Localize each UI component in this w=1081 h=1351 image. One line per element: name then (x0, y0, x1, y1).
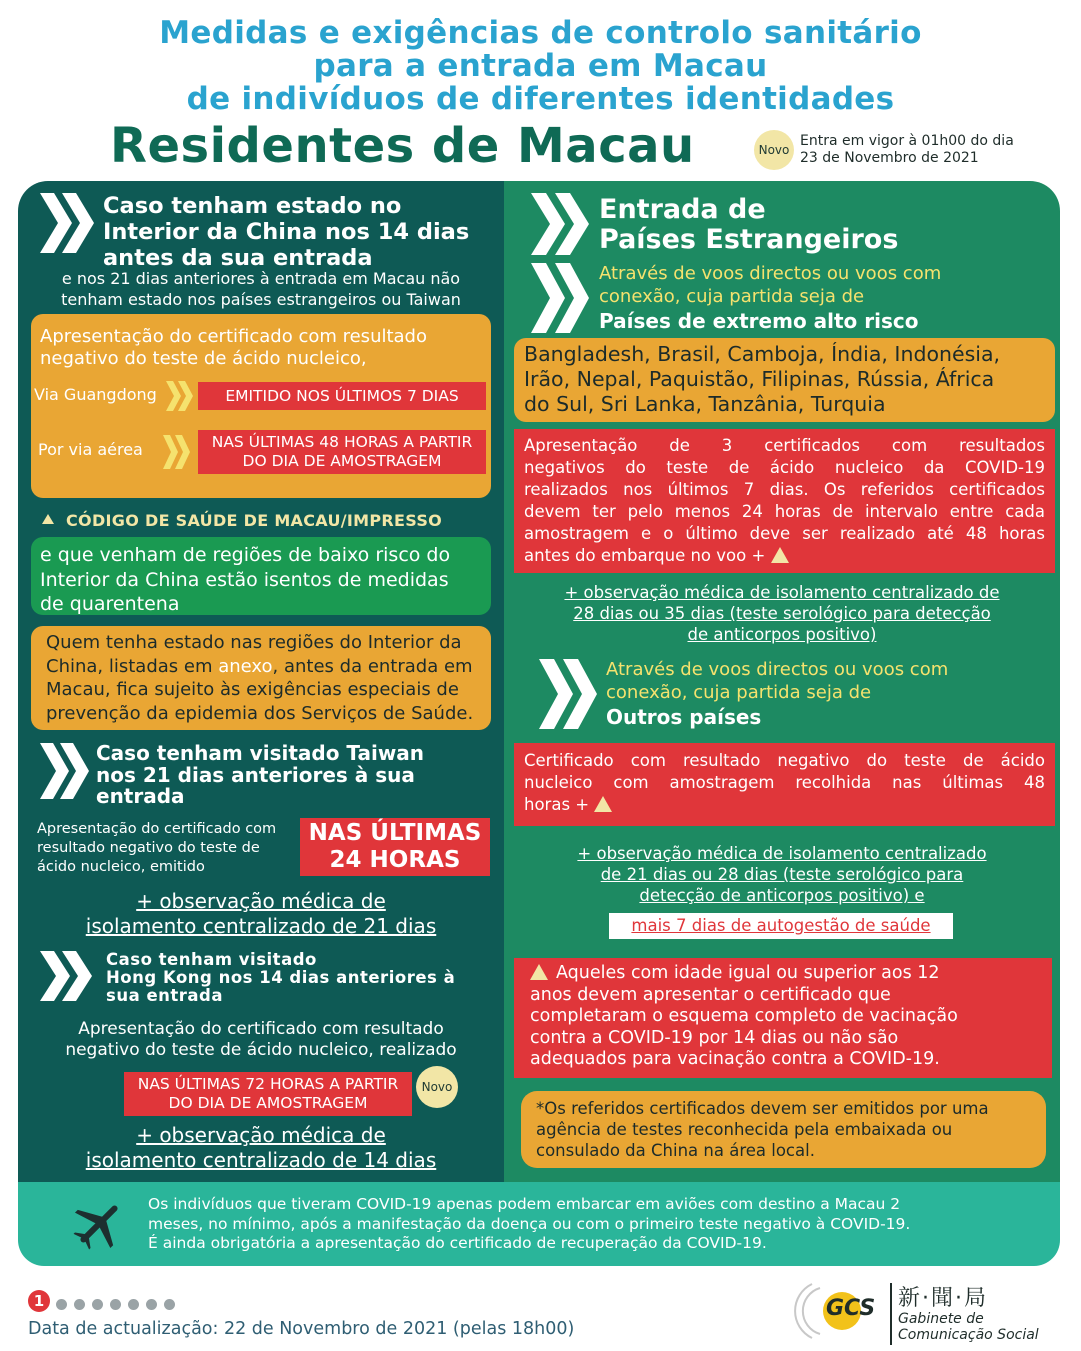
foreign-heading-line-2: Países Estrangeiros (599, 224, 899, 255)
others-obs-line-3: detecção de anticorpos positivo) e (639, 886, 925, 905)
hk-obs-line-1: + observação médica de (136, 1123, 386, 1147)
aerea-tag (198, 430, 486, 474)
hk-obs-line-2: isolamento centralizado de 14 dias (85, 1148, 437, 1172)
chevron-right-icon (166, 381, 196, 411)
extreme-cert-line-6: antes do embarque no voo + (524, 546, 766, 565)
chevron-right-icon (40, 193, 96, 253)
warning-triangle-icon (594, 796, 612, 812)
self-management-label: mais 7 dias de autogestão de saúde (609, 913, 953, 939)
others-intro (606, 658, 948, 704)
special-line-2b: , antes da entrada em (272, 655, 473, 677)
extreme-observation (504, 582, 1060, 645)
guangdong-tag: EMITIDO NOS ÚLTIMOS 7 DIAS (198, 382, 486, 410)
bottom-line-3: É ainda obrigatória a apresentação do certificado de recuperação da COVID-19. (148, 1234, 767, 1252)
aerea-tag-line-2: DO DIA DE AMOSTRAGEM (242, 452, 442, 470)
taiwan-cert-line-2: resultado negativo do teste de (37, 840, 260, 856)
bottom-line-1: Os indivíduos que tiveram COVID-19 apenas podem embarcar em aviões com destino a Macau 2 (148, 1195, 901, 1213)
chevron-right-icon (531, 263, 591, 333)
hongkong-heading (106, 951, 455, 1005)
special-line-1: Quem tenha estado nas regiões do Interior da (46, 632, 462, 653)
chevron-right-icon (539, 659, 599, 729)
page-dot[interactable] (110, 1299, 121, 1310)
foreign-heading (599, 195, 898, 255)
extreme-cert-last (524, 545, 789, 567)
china-subtitle (18, 268, 504, 310)
others-intro-line-2: conexão, cuja partida seja de (606, 682, 872, 703)
aerea-tag-line-1: NAS ÚLTIMAS 48 HORAS A PARTIR (211, 433, 473, 451)
special-line-4: prevenção da epidemia dos Serviços de Saúde. (46, 702, 474, 724)
foreign-heading-line-1: Entrada de (599, 194, 766, 225)
chevron-right-icon (531, 193, 591, 255)
taiwan-observation (18, 889, 504, 939)
bottom-notice (148, 1195, 910, 1254)
extreme-obs-line-1: + observação médica de isolamento centralizado de (564, 583, 1000, 602)
airplane-icon (70, 1195, 128, 1257)
page-dot[interactable] (56, 1299, 67, 1310)
extreme-title: Países de extremo alto risco (599, 309, 919, 333)
extreme-countries (524, 342, 1000, 417)
page-indicator-dots (56, 1295, 182, 1314)
hk-heading-line-1: Caso tenham visitado (106, 950, 317, 969)
logo-line-2: Comunicação Social (898, 1327, 1039, 1343)
china-cert-line-2: negativo do teste de ácido nucleico, (40, 348, 367, 369)
special-line-2a: China, listadas em (46, 655, 219, 677)
china-heading-line-3: antes da sua entrada (103, 245, 373, 271)
extreme-cert-line-1: Apresentação de 3 certificados com resultados (524, 436, 1045, 455)
taiwan-heading-line-1: Caso tenham visitado Taiwan (96, 741, 425, 765)
taiwan-obs-line-2: isolamento centralizado de 21 dias (85, 914, 437, 938)
exempt-line-2: Interior da China estão isentos de medidas (40, 568, 449, 591)
taiwan-heading (96, 743, 424, 808)
vaccine-text (530, 963, 958, 1071)
china-cert-line-1: Apresentação do certificado com resultado (40, 326, 427, 347)
hongkong-tag (124, 1072, 412, 1116)
extreme-intro-line-2: conexão, cuja partida seja de (599, 286, 865, 307)
warning-triangle-icon (42, 514, 54, 524)
update-date: Data de actualização: 22 de Novembro de 2021 (pelas 18h00) (28, 1319, 575, 1339)
title-line-1: Medidas e exigências de controlo sanitário (159, 15, 922, 51)
others-cert-line-2: nucleico com amostragem recolhida nas últimas 48 (524, 773, 1045, 792)
taiwan-heading-line-2: nos 21 dias anteriores à sua (96, 762, 415, 787)
countries-line-2: Irão, Nepal, Paquistão, Filipinas, Rússia, África (524, 367, 995, 391)
others-cert-text (524, 750, 1045, 794)
page-title: Residentes de Macau (110, 118, 695, 174)
hongkong-cert-text (18, 1019, 504, 1061)
vaccine-line-1 (530, 963, 958, 985)
hk-heading-line-2: Hong Kong nos 14 dias anteriores à (106, 968, 456, 987)
taiwan-cert-line-3: ácido nucleico, emitido (37, 859, 205, 875)
taiwan-tag (300, 818, 490, 876)
exempt-line-1: e que venham de regiões de baixo risco do (40, 544, 451, 566)
others-observation (504, 843, 1060, 906)
china-heading-line-2: Interior da China nos 14 dias (103, 219, 470, 245)
via-aerea-label: Por via aérea (38, 440, 143, 459)
china-cert-text (40, 326, 427, 370)
logo-chinese-name: 新·聞·局 (898, 1286, 988, 1311)
china-sub-line-1: e nos 21 dias anteriores à entrada em Macau não (61, 269, 461, 288)
page-dot[interactable] (128, 1299, 139, 1310)
logo-portuguese-name (898, 1311, 1039, 1343)
logo-line-1: Gabinete de (898, 1311, 984, 1327)
hk-cert-line-1: Apresentação do certificado com resultado (78, 1019, 444, 1039)
novo-badge: Novo (754, 130, 794, 170)
title-line-2: para a entrada em Macau (313, 48, 768, 84)
hongkong-observation (18, 1123, 504, 1173)
note-text (536, 1098, 989, 1161)
taiwan-cert-line-1: Apresentação do certificado com (37, 821, 277, 837)
vaccine-line-5: adequados para vacinação contra a COVID-19. (530, 1049, 940, 1069)
health-code-label: CÓDIGO DE SAÚDE DE MACAU/IMPRESSO (66, 511, 443, 530)
vaccine-line-3: completaram o esquema completo de vacinação (530, 1006, 958, 1026)
hk-cert-line-2: negativo do teste de ácido nucleico, realizado (65, 1040, 457, 1060)
extreme-obs-line-3: de anticorpos positivo) (687, 625, 877, 644)
hk-heading-line-3: sua entrada (106, 986, 223, 1005)
via-guangdong-label: Via Guangdong (34, 385, 157, 404)
effective-line-1: Entra em vigor à 01h00 do dia (800, 133, 1014, 149)
extreme-cert-line-2: negativos do teste de ácido nucleico da COVID-19 (524, 458, 1045, 477)
extreme-cert-line-5: amostragem e o último deve ser realizado até 48 horas (524, 524, 1045, 543)
taiwan-tag-line-1: NAS ÚLTIMAS (308, 820, 482, 846)
others-cert-line-3: horas + (524, 795, 590, 814)
note-line-3: consulado da China na área local. (536, 1141, 815, 1160)
others-cert-line-1: Certificado com resultado negativo do teste de ácido (524, 751, 1045, 770)
page-dot[interactable] (146, 1299, 157, 1310)
novo-badge: Novo (416, 1066, 458, 1108)
others-obs-line-1: + observação médica de isolamento centralizado (577, 844, 987, 863)
extreme-intro-line-1: Através de voos directos ou voos com (599, 263, 942, 284)
china-heading (103, 193, 469, 271)
others-title: Outros países (606, 705, 762, 729)
page-dot[interactable] (74, 1299, 85, 1310)
logo-divider (890, 1283, 892, 1345)
china-heading-line-1: Caso tenham estado no (103, 193, 402, 219)
countries-line-1: Bangladesh, Brasil, Camboja, Índia, Indonésia, (524, 342, 1001, 366)
warning-triangle-icon (530, 964, 548, 980)
effective-date (800, 133, 1014, 167)
gcs-logo-initials: GCS (826, 1296, 876, 1321)
extreme-obs-line-2: 28 dias ou 35 dias (teste serológico para detecção (573, 604, 991, 623)
special-line-2 (46, 655, 473, 679)
hk-tag-line-1: NAS ÚLTIMAS 72 HORAS A PARTIR (137, 1075, 399, 1093)
warning-triangle-icon (771, 547, 789, 563)
chevron-right-icon (40, 743, 90, 799)
taiwan-cert-text (37, 820, 276, 877)
china-exempt-text (40, 543, 450, 617)
vaccine-line-2: anos devem apresentar o certificado que (530, 984, 891, 1005)
taiwan-tag-line-2: 24 HORAS (329, 847, 461, 873)
bottom-line-2: meses, no mínimo, após a manifestação da doença ou com o primeiro teste negativo à COVID-19. (148, 1214, 911, 1233)
taiwan-obs-line-1: + observação médica de (136, 889, 386, 913)
annex-link[interactable]: anexo (218, 655, 273, 677)
effective-line-2: 23 de Novembro de 2021 (800, 150, 979, 166)
vaccine-line-1-text: Aqueles com idade igual ou superior aos 12 (556, 963, 940, 983)
extreme-cert-line-4: devem ter pelo menos 24 horas de intervalo entre cada (524, 502, 1045, 521)
exempt-line-3: de quarentena (40, 593, 180, 615)
extreme-cert-text (524, 435, 1045, 545)
others-intro-line-1: Através de voos directos ou voos com (606, 659, 949, 680)
chevron-right-icon (163, 435, 193, 469)
chevron-right-icon (40, 951, 94, 1001)
china-sub-line-2: tenham estado nos países estrangeiros ou Taiwan (61, 290, 461, 309)
taiwan-heading-line-3: entrada (96, 784, 185, 808)
page-indicator-current[interactable]: 1 (28, 1290, 50, 1312)
note-line-1: *Os referidos certificados devem ser emitidos por uma (536, 1099, 989, 1118)
china-special-text (46, 631, 473, 725)
vaccine-line-4: contra a COVID-19 por 14 dias ou não são (530, 1027, 899, 1048)
hk-tag-line-2: DO DIA DE AMOSTRAGEM (168, 1094, 368, 1112)
others-cert-last (524, 794, 612, 816)
countries-line-3: do Sul, Sri Lanka, Tanzânia, Turquia (524, 392, 886, 416)
page-dot[interactable] (164, 1299, 175, 1310)
others-obs-line-2: de 21 dias ou 28 dias (teste serológico para (600, 865, 964, 884)
page-dot[interactable] (92, 1299, 103, 1310)
extreme-intro (599, 262, 941, 308)
title-line-3: de indivíduos de diferentes identidades (186, 81, 895, 117)
special-line-3: Macau, fica sujeito às exigências especiais de (46, 679, 459, 700)
extreme-cert-line-3: realizados nos últimos 7 dias. Os referidos certificados (524, 480, 1045, 499)
note-line-2: agência de testes reconhecida pela embaixada ou (536, 1120, 953, 1139)
